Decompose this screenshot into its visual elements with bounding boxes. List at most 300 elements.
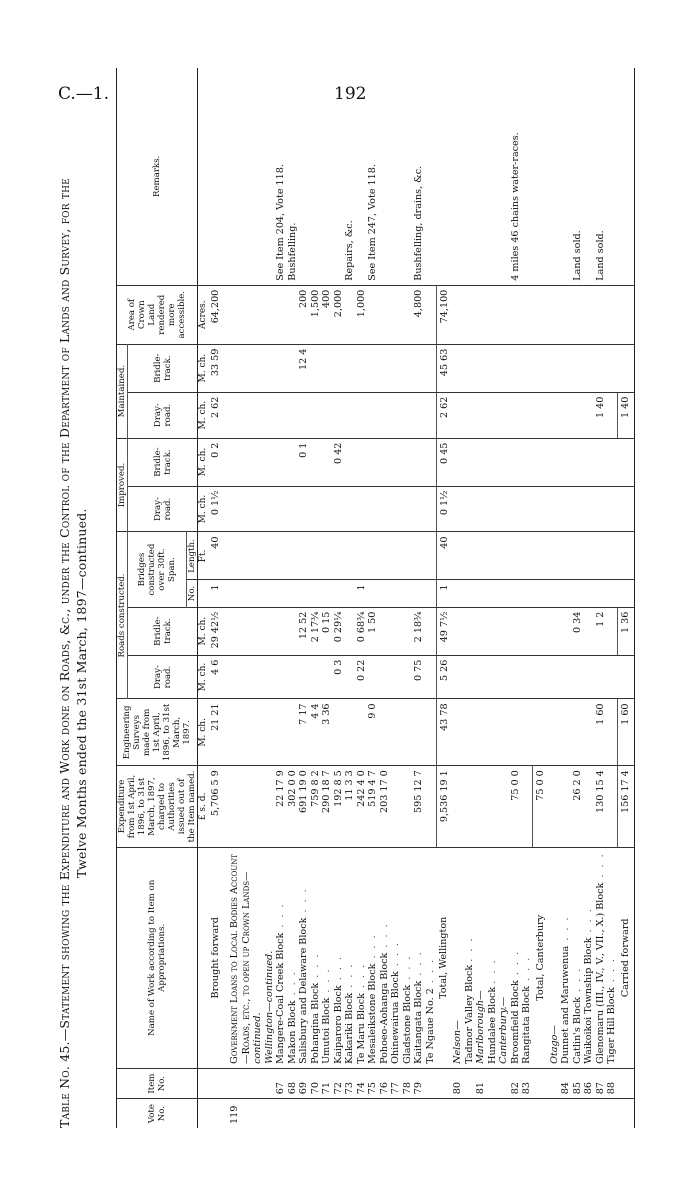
- cell-eng: 1 60: [595, 699, 607, 766]
- work-name-text: Mesaleikstone Block: [367, 963, 378, 1064]
- work-name-text: Gladstone Block: [401, 984, 413, 1064]
- cell-exp: 130 15 4: [595, 766, 607, 847]
- table-row: [287, 68, 299, 1128]
- item-number: 68: [287, 1068, 299, 1098]
- work-name-text: Makon Block: [286, 1000, 298, 1064]
- tw-bridle: 49 7½: [436, 607, 452, 655]
- work-name-text: Rangitata Block: [521, 986, 532, 1064]
- cell-exp: 203 17 0: [379, 766, 391, 847]
- col-dray-road: Dray-road.: [128, 655, 198, 699]
- cell-dray: [560, 655, 572, 699]
- leader-dots: . . .: [401, 954, 413, 985]
- cell-imp-dray: [560, 486, 572, 532]
- work-name: [510, 847, 522, 1068]
- cell-dray: [521, 655, 533, 699]
- totals-and-other-districts: [436, 68, 510, 1128]
- cell-imp-dray: [379, 486, 391, 532]
- cell-eng: [510, 699, 522, 766]
- work-name-text: Broomfield Block: [509, 980, 521, 1064]
- cell-exp: [560, 766, 572, 847]
- table-row: [333, 68, 345, 1128]
- units-row: [198, 68, 210, 1128]
- cell-eng: [413, 699, 425, 766]
- unit-expenditure: £ s. d.: [198, 766, 210, 847]
- canterbury-heading-row: [498, 68, 510, 1128]
- leader-dots: . . .: [344, 962, 355, 993]
- cell-len: [321, 532, 333, 580]
- cell-bridle: 0 15: [321, 607, 333, 655]
- leader-dots: . . .: [424, 957, 436, 989]
- vote-cell: [560, 1099, 572, 1128]
- tw-mnt-bridle: 45 63: [436, 344, 452, 392]
- cell-no: [310, 580, 322, 607]
- cell-no: [367, 580, 379, 607]
- work-name-text: Mangere-Coal Creek Block: [275, 932, 286, 1064]
- cell-imp-bridle: [344, 438, 356, 486]
- remarks: [379, 68, 391, 285]
- work-name-text: Pohangina Block: [309, 982, 321, 1064]
- item-number: 71: [321, 1068, 333, 1098]
- cell-imp-bridle: [425, 438, 437, 486]
- cell-imp-bridle: 0 1: [298, 438, 310, 486]
- cell-mnt-bridle: [390, 344, 402, 392]
- col-bridges: Bridges constructed over 30ft. Span.: [128, 532, 187, 607]
- cell-imp-bridle: [402, 438, 414, 486]
- cell-len: [390, 532, 402, 580]
- cell-imp-dray: [321, 486, 333, 532]
- cell-imp-bridle: [390, 438, 402, 486]
- work-name: [287, 847, 299, 1068]
- cell-imp-dray: [356, 486, 368, 532]
- work-name: [344, 847, 356, 1068]
- cell-len: [275, 532, 287, 580]
- work-name-text: Pohoeo-Aohanga Block: [378, 952, 390, 1064]
- cell-exp: 26 2 0: [572, 766, 584, 847]
- cell-len: [402, 532, 414, 580]
- cell-exp: [402, 766, 414, 847]
- col-maintained: Maintained.: [117, 344, 128, 438]
- work-name: [390, 847, 402, 1068]
- vote-cell: [606, 1099, 618, 1128]
- cell-bridle: 0 68¾: [356, 607, 368, 655]
- vote-cell: [344, 1099, 356, 1128]
- cell-area: 400: [321, 285, 333, 344]
- col-improved: Improved.: [117, 438, 128, 532]
- work-name: [298, 847, 310, 1068]
- cell-imp-dray: [413, 486, 425, 532]
- cell-eng: [379, 699, 391, 766]
- remarks: [521, 68, 533, 285]
- table-row: [583, 68, 595, 1128]
- cell-area: 4,800: [413, 285, 425, 344]
- cell-bridle: 0 34: [572, 607, 584, 655]
- cell-eng: [390, 699, 402, 766]
- unit-mnt-dray: M. ch.: [198, 392, 210, 438]
- remarks: [390, 68, 402, 285]
- cell-no: [606, 580, 618, 607]
- table-title: [56, 68, 90, 1128]
- cell-dray: [367, 655, 379, 699]
- cell-imp-dray: [275, 486, 287, 532]
- heading-row: [229, 68, 275, 1128]
- cell-area: 1,500: [310, 285, 322, 344]
- cell-dray: [344, 655, 356, 699]
- work-name: [310, 847, 322, 1068]
- cell-eng: [521, 699, 533, 766]
- cell-area: [367, 285, 379, 344]
- work-name-text: Glenomaru (III., IV., V., VII., X.) Block: [594, 882, 606, 1064]
- nelson-row: [452, 68, 475, 1128]
- cell-no: [425, 580, 437, 607]
- cell-len: [298, 532, 310, 580]
- cell-len: [560, 532, 572, 580]
- total-canterbury-row: [533, 68, 549, 1128]
- cell-dray: [298, 655, 310, 699]
- cell-len: [572, 532, 584, 580]
- remarks: Bushfelling.: [287, 68, 299, 285]
- cell-bridle: [344, 607, 356, 655]
- carried-forward-row: [618, 68, 635, 1128]
- title-line-1: Table No. 45.—Statement showing the Expenditure and Work done on Roads, &c., under the Control of the Department of Lands and Survey, for the: [57, 178, 72, 1128]
- cell-mnt-bridle: [413, 344, 425, 392]
- bf-area: 64,200: [210, 285, 222, 344]
- cell-mnt-dray: 1 40: [595, 392, 607, 438]
- cell-eng: 9 0: [367, 699, 379, 766]
- tw-exp: 9,536 19 1: [436, 766, 452, 847]
- cell-eng: 7 17: [298, 699, 310, 766]
- cell-no: [321, 580, 333, 607]
- title-line-2: Twelve Months ended the 31st March, 1897—continued.: [74, 508, 89, 878]
- table-row: [425, 68, 437, 1128]
- vote-cell: [521, 1099, 533, 1128]
- work-name: [583, 847, 595, 1068]
- cell-no: [413, 580, 425, 607]
- cell-dray: 0 75: [413, 655, 425, 699]
- cell-area: [390, 285, 402, 344]
- bf-mnt-dray: 2 62: [210, 392, 222, 438]
- cell-no: [344, 580, 356, 607]
- remarks: [333, 68, 345, 285]
- cell-mnt-bridle: [560, 344, 572, 392]
- table-header: [117, 68, 198, 1128]
- cell-area: [379, 285, 391, 344]
- cell-exp: 242 4 0: [356, 766, 368, 847]
- cell-len: [425, 532, 437, 580]
- bf-bridges-no: 1: [210, 580, 222, 607]
- cell-no: [572, 580, 584, 607]
- cell-exp: [521, 766, 533, 847]
- table-row: [390, 68, 402, 1128]
- leader-dots: . . .: [463, 936, 475, 962]
- canterbury-rows: [510, 68, 533, 1128]
- remarks: See Item 247, Vote 118.: [367, 68, 379, 285]
- table-row: [298, 68, 310, 1128]
- col-bridle-track: Bridle-track.: [128, 607, 198, 655]
- work-name: [425, 847, 437, 1068]
- col-roads-constructed: Roads constructed.: [117, 532, 128, 699]
- statement-table: [116, 68, 635, 1128]
- cell-area: [425, 285, 437, 344]
- cell-len: [379, 532, 391, 580]
- item-number: 72: [333, 1068, 345, 1098]
- cell-imp-dray: [425, 486, 437, 532]
- table-row: [344, 68, 356, 1128]
- cell-imp-dray: [521, 486, 533, 532]
- remarks: Bushfelling, drains, &c.: [413, 68, 425, 285]
- page-number: 192: [334, 84, 367, 104]
- cell-area: [275, 285, 287, 344]
- cell-len: [333, 532, 345, 580]
- cell-mnt-bridle: [287, 344, 299, 392]
- cell-no: [510, 580, 522, 607]
- vote-cell: [595, 1099, 607, 1128]
- account-heading: [229, 847, 275, 1068]
- remarks: [560, 68, 572, 285]
- cell-area: [287, 285, 299, 344]
- unit-area: Acres.: [198, 285, 210, 344]
- cell-dray: [510, 655, 522, 699]
- cell-mnt-bridle: [356, 344, 368, 392]
- leader-dots: . . .: [309, 952, 321, 983]
- cell-bridle: [583, 607, 595, 655]
- total-wellington-label: Total, Wellington: [436, 847, 452, 1068]
- cell-bridle: [379, 607, 391, 655]
- work-name: [367, 847, 379, 1068]
- cell-dray: [379, 655, 391, 699]
- cell-exp: 290 18 7: [321, 766, 333, 847]
- cell-no: [402, 580, 414, 607]
- work-name-text: Waikoikoi Township Block: [583, 937, 594, 1064]
- cell-bridle: 1 50: [367, 607, 379, 655]
- tw-imp-bridle: 0 45: [436, 438, 452, 486]
- table-row: [321, 68, 333, 1128]
- vote-cell: [367, 1099, 379, 1128]
- item-number: 74: [356, 1068, 368, 1098]
- vote-cell: [583, 1099, 595, 1128]
- tc-exp: 75 0 0: [533, 766, 549, 847]
- cell-no: [583, 580, 595, 607]
- table-body: [198, 68, 276, 1128]
- item-number: 83: [521, 1068, 533, 1098]
- remarks: Land sold.: [572, 68, 584, 285]
- rotated-table-page: [56, 68, 656, 1128]
- cell-bridle: [402, 607, 414, 655]
- cell-mnt-dray: [287, 392, 299, 438]
- cell-bridle: 2 17¾: [310, 607, 322, 655]
- col-bridges-length: Length.: [187, 532, 198, 580]
- table-row: [572, 68, 584, 1128]
- work-name: [379, 847, 391, 1068]
- vote-cell: [572, 1099, 584, 1128]
- cell-no: [560, 580, 572, 607]
- account-heading-main: Government Loans to Local Bodies Account —Roads, etc., to open up Crown Lands—: [229, 853, 252, 1064]
- cell-bridle: [275, 607, 287, 655]
- cell-imp-bridle: [367, 438, 379, 486]
- unit-mnt-bridle: M. ch.: [198, 344, 210, 392]
- district-nelson: Nelson—: [452, 1020, 463, 1064]
- leader-dots: . . .: [298, 887, 309, 918]
- cell-dray: [402, 655, 414, 699]
- work-name-text: Te Maru Block: [355, 993, 367, 1064]
- cell-exp: 759 8 2: [310, 766, 322, 847]
- cell-len: [510, 532, 522, 580]
- cell-mnt-bridle: [521, 344, 533, 392]
- cell-imp-bridle: [572, 438, 584, 486]
- leader-dots: . . .: [583, 907, 594, 938]
- leader-dots: . . .: [332, 954, 344, 986]
- work-name-text: Catlin's Block: [571, 996, 583, 1064]
- cell-mnt-dray: [583, 392, 595, 438]
- cell-imp-bridle: [379, 438, 391, 486]
- leader-dots: . . .: [594, 852, 606, 883]
- cell-bridle: 1 2: [595, 607, 607, 655]
- cell-bridle: [425, 607, 437, 655]
- cell-dray: [275, 655, 287, 699]
- cell-imp-bridle: [606, 438, 618, 486]
- vote-cell: [275, 1099, 287, 1128]
- account-heading-cont: continued.: [252, 1012, 263, 1064]
- cell-eng: [333, 699, 345, 766]
- col-item-no: Item No.: [117, 1068, 198, 1098]
- vote-cell: [402, 1099, 414, 1128]
- cell-mnt-bridle: [572, 344, 584, 392]
- cell-area: [521, 285, 533, 344]
- bf-engineering: 21 21: [210, 699, 222, 766]
- work-name-text: Kakariki Block: [344, 992, 355, 1064]
- vote-cell: [310, 1099, 322, 1128]
- cell-mnt-bridle: [379, 344, 391, 392]
- cell-len: [367, 532, 379, 580]
- cell-exp: 75 0 0: [510, 766, 522, 847]
- cell-imp-dray: [333, 486, 345, 532]
- table-row: [402, 68, 414, 1128]
- leader-dots: . . .: [367, 933, 378, 964]
- work-name-text: Dunnet and Maruwenua: [560, 945, 571, 1064]
- cell-exp: 11 3 3: [344, 766, 356, 847]
- item-number: 78: [402, 1068, 414, 1098]
- unit-imp-bridle: M. ch.: [198, 438, 210, 486]
- tw-area: 74,100: [436, 285, 452, 344]
- cell-mnt-dray: [321, 392, 333, 438]
- cell-no: [521, 580, 533, 607]
- bf-expenditure: 5,706 5 9: [210, 766, 222, 847]
- work-name: [595, 847, 607, 1068]
- cell-dray: 0 22: [356, 655, 368, 699]
- vote-cell: [333, 1099, 345, 1128]
- cell-area: 2,000: [333, 285, 345, 344]
- cell-len: [521, 532, 533, 580]
- unit-engineering: M. ch.: [198, 699, 210, 766]
- cell-area: [572, 285, 584, 344]
- cell-len: [413, 532, 425, 580]
- vote-cell: [287, 1099, 299, 1128]
- cell-dray: [606, 655, 618, 699]
- cell-imp-bridle: [287, 438, 299, 486]
- table-row: [275, 68, 287, 1128]
- cell-eng: [275, 699, 287, 766]
- district-wellington: Wellington—continued.: [263, 950, 275, 1064]
- item-number: 85: [572, 1068, 584, 1098]
- cell-len: [606, 532, 618, 580]
- cell-dray: [310, 655, 322, 699]
- cell-no: 1: [356, 580, 368, 607]
- cell-no: [390, 580, 402, 607]
- cell-bridle: [390, 607, 402, 655]
- item-80: 80: [452, 1068, 475, 1098]
- cf-mnt-dray: 1 40: [618, 392, 635, 438]
- cell-mnt-dray: [333, 392, 345, 438]
- work-name-text: Ohinewairua Block: [390, 971, 401, 1064]
- col-engineering: Engineering Surveys made from 1st April, 1896, to 31st March, 1897.: [117, 699, 198, 766]
- col-vote-no: Vote No.: [117, 1099, 198, 1128]
- cell-imp-dray: [583, 486, 595, 532]
- cell-no: [333, 580, 345, 607]
- vote-cell: [298, 1099, 310, 1128]
- col-area: Area of Crown Land rendered more accessible.: [117, 285, 198, 344]
- remarks: [298, 68, 310, 285]
- cf-eng: 1 60: [618, 699, 635, 766]
- cell-dray: [583, 655, 595, 699]
- leader-dots: . . .: [413, 950, 424, 981]
- carried-forward-section: [618, 68, 635, 1128]
- item-number: 67: [275, 1068, 287, 1098]
- table-row: [521, 68, 533, 1128]
- section-code: C.—1.: [58, 84, 110, 104]
- col-improved-dray: Dray-road.: [128, 486, 198, 532]
- vote-number: 119: [229, 1105, 240, 1124]
- cell-len: [344, 532, 356, 580]
- cell-imp-dray: [510, 486, 522, 532]
- table-row: [560, 68, 572, 1128]
- cell-imp-bridle: [560, 438, 572, 486]
- cell-imp-dray: [390, 486, 402, 532]
- cf-exp: 156 17 4: [618, 766, 635, 847]
- cell-mnt-dray: [344, 392, 356, 438]
- brought-forward-row: [210, 68, 222, 1128]
- work-name: [413, 847, 425, 1068]
- cell-len: [310, 532, 322, 580]
- table-row: [379, 68, 391, 1128]
- cell-imp-dray: [606, 486, 618, 532]
- item-number: 79: [413, 1068, 425, 1098]
- item-81: 81: [475, 1068, 498, 1098]
- cell-exp: [390, 766, 402, 847]
- col-bridges-no: No.: [187, 580, 198, 607]
- work-name-text: Kaiparoro Block: [332, 985, 344, 1064]
- col-expenditure: Expenditure from 1st April, 1896, to 31st March, 1897, charged to Authorities issued out of the Item named.: [117, 766, 198, 847]
- leader-dots: . . .: [390, 941, 401, 972]
- cell-mnt-dray: [572, 392, 584, 438]
- cell-mnt-dray: [560, 392, 572, 438]
- cell-imp-bridle: [510, 438, 522, 486]
- cell-mnt-bridle: [321, 344, 333, 392]
- carried-forward-label: Carried forward: [618, 847, 635, 1068]
- cell-imp-dray: [310, 486, 322, 532]
- leader-dots: . . .: [509, 949, 521, 981]
- cell-mnt-dray: [367, 392, 379, 438]
- remarks: [606, 68, 618, 285]
- cell-imp-dray: [402, 486, 414, 532]
- leader-dots: . . .: [378, 922, 390, 953]
- bf-imp-dray: 0 1½: [210, 486, 222, 532]
- cell-imp-bridle: [595, 438, 607, 486]
- cell-len: [583, 532, 595, 580]
- cell-mnt-dray: [413, 392, 425, 438]
- cell-bridle: 12 52: [298, 607, 310, 655]
- work-name: [356, 847, 368, 1068]
- cell-mnt-bridle: 12 4: [298, 344, 310, 392]
- work-name: [572, 847, 584, 1068]
